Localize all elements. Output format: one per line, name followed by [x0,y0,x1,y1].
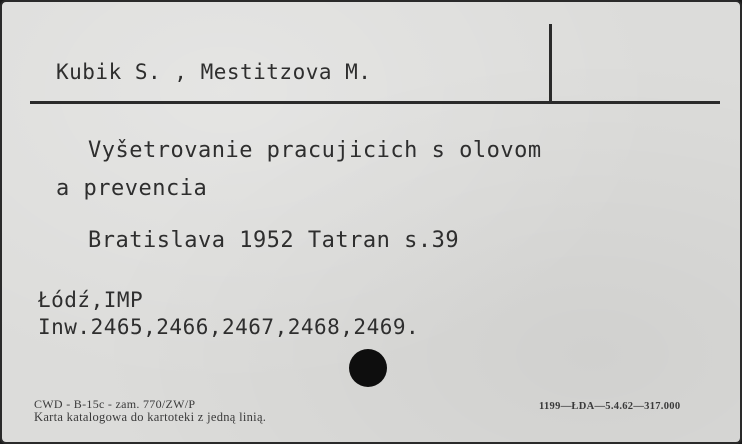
punch-hole [349,349,387,387]
printer-line-2: Karta katalogowa do kartoteki z jedną linią. [34,410,267,424]
header-rule [30,101,720,104]
printer-line-1: CWD - B-15c - zam. 770/ZW/P [34,397,196,411]
printer-code: 1199—ŁDA—5.4.62—317.000 [539,401,681,412]
title-line-2: a prevencia [56,176,208,201]
publication-line: Bratislava 1952 Tatran s.39 [88,228,460,253]
header-vertical-rule [549,24,552,104]
location-line: Łódź,IMP [38,288,144,312]
inventory-line: Inw.2465,2466,2467,2468,2469. [38,315,420,339]
title-line-1: Vyšetrovanie pracujicich s olovom [88,138,542,163]
author-line: Kubik S. , Mestitzova M. [56,60,372,84]
